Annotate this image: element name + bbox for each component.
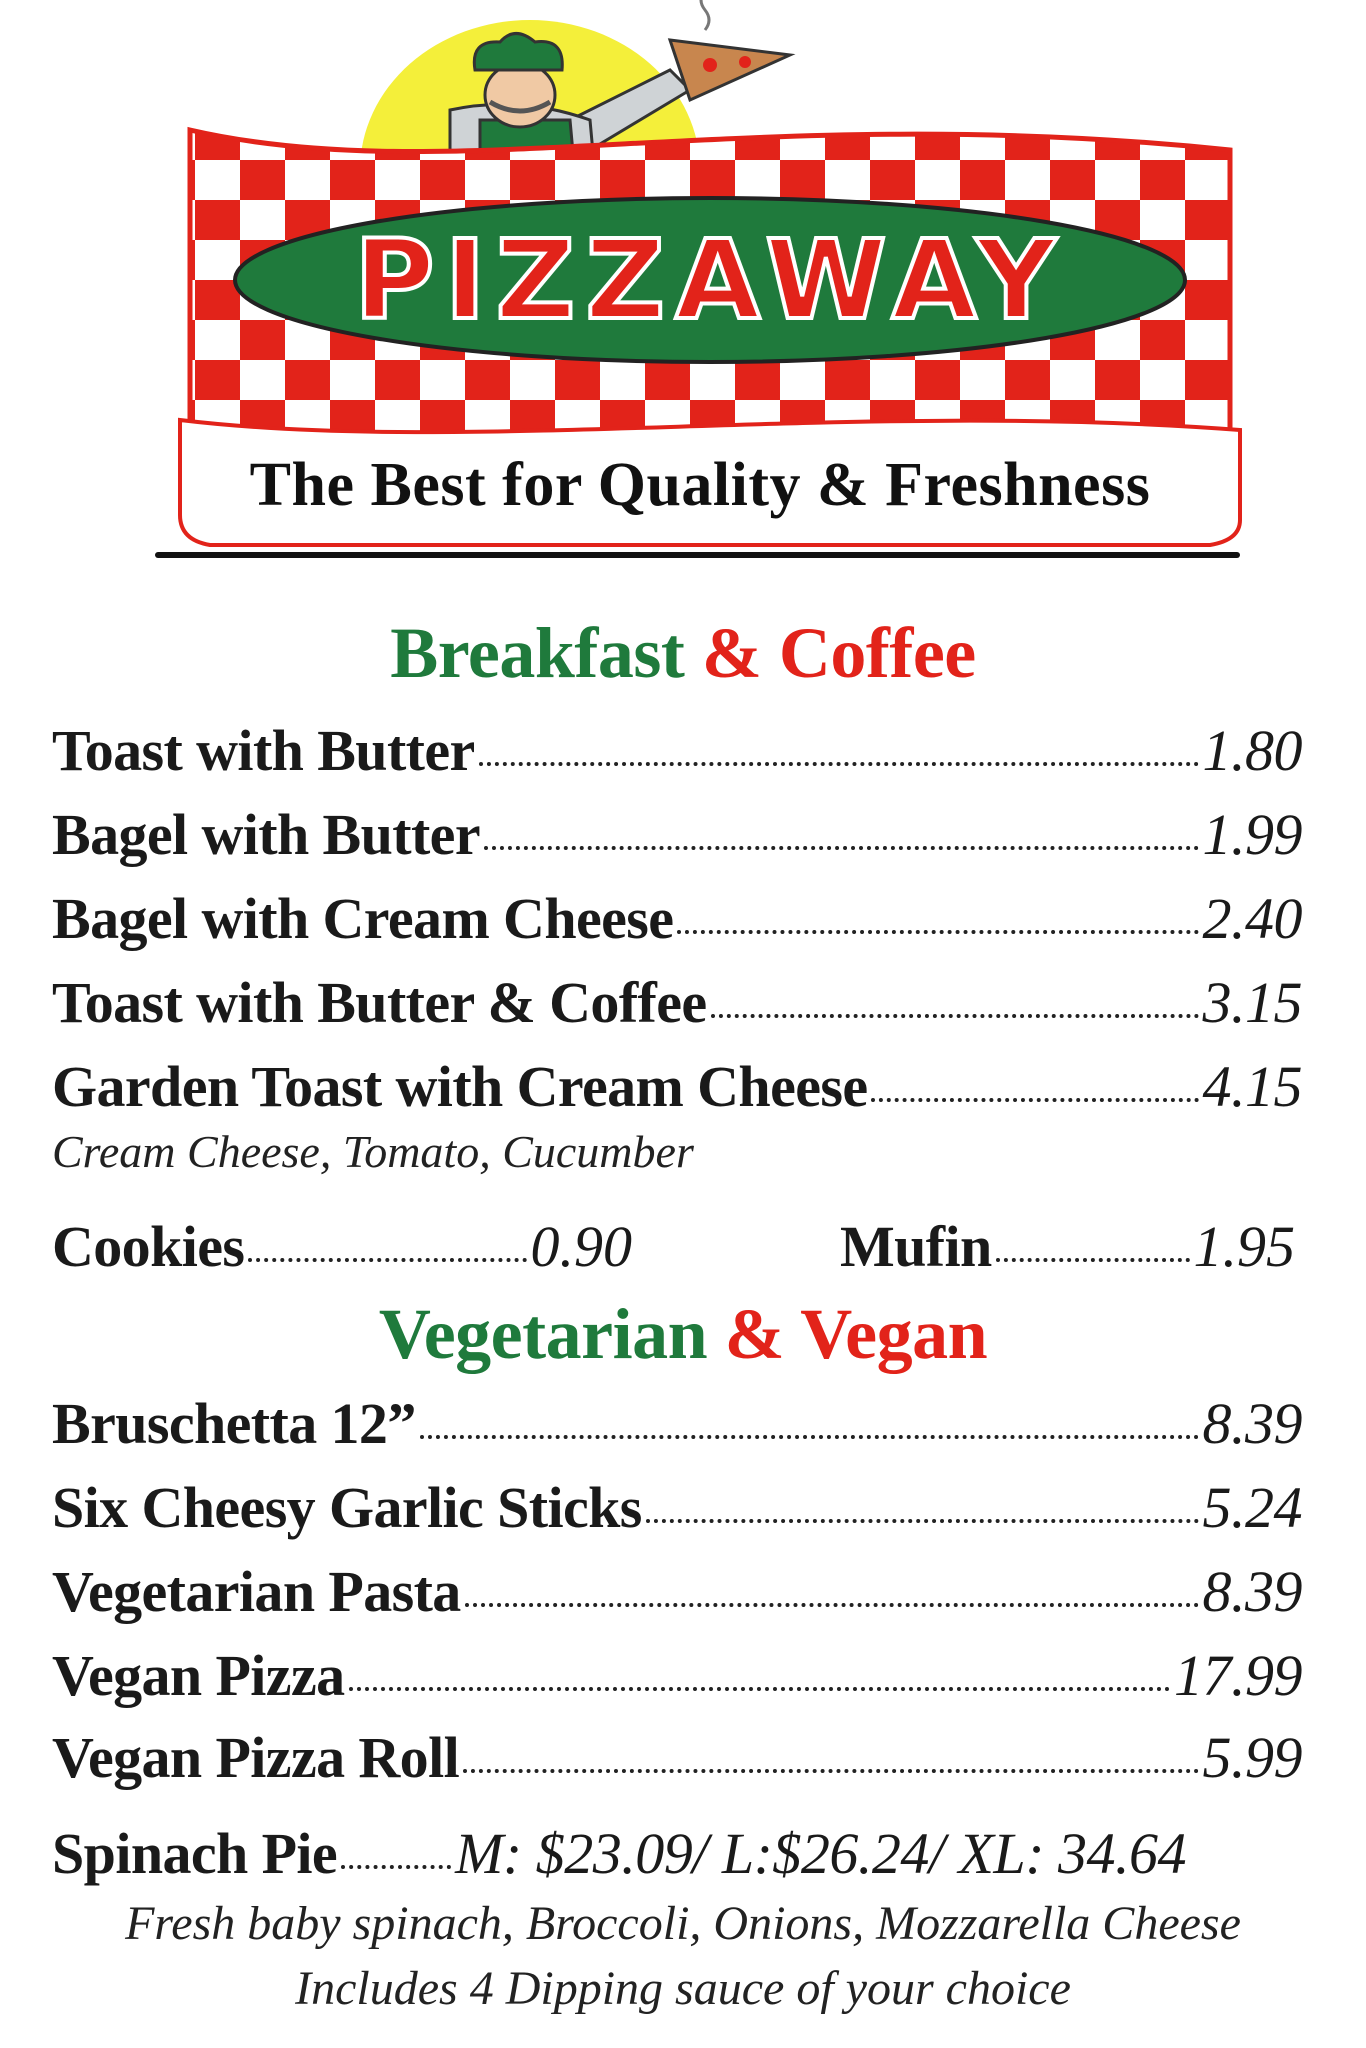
menu-item-name: Toast with Butter & Coffee <box>52 970 707 1035</box>
menu-item-name: Vegan Pizza <box>52 1643 345 1708</box>
menu-item-price: 0.90 <box>530 1214 632 1279</box>
logo-divider <box>155 552 1240 558</box>
menu-item <box>52 1475 1302 1540</box>
menu-item-name: Toast with Butter <box>52 718 475 783</box>
menu-item-name: Vegetarian Pasta <box>52 1559 461 1624</box>
dot-leader <box>871 1098 1198 1102</box>
spinach-pie-description: Fresh baby spinach, Broccoli, Onions, Mozzarella Cheese <box>125 1897 1241 1950</box>
dot-leader <box>465 1603 1199 1607</box>
menu-item-price: 8.39 <box>1202 1391 1302 1456</box>
menu-item <box>52 1725 1302 1790</box>
dot-leader <box>711 1014 1199 1018</box>
menu-item <box>52 1559 1302 1624</box>
garden-toast-description: Cream Cheese, Tomato, Cucumber <box>52 1126 694 1177</box>
menu-item <box>52 718 1302 783</box>
menu-item-name: Cookies <box>52 1214 245 1279</box>
menu-item-name: Spinach Pie <box>52 1821 338 1886</box>
brand-name: PIZZAWAY <box>354 216 1066 344</box>
menu-item <box>52 886 1302 951</box>
menu-item-price: 1.80 <box>1202 718 1302 783</box>
menu-item-price: M: $23.09/ L:$26.24/ XL: 34.64 <box>455 1821 1187 1886</box>
menu-item-price: 4.15 <box>1202 1054 1302 1119</box>
menu-item <box>52 1054 1302 1119</box>
dot-leader <box>248 1258 526 1262</box>
menu-item-price: 2.40 <box>1202 886 1302 951</box>
menu-item-spinach-pie <box>52 1821 1302 1886</box>
menu-item-price: 17.99 <box>1174 1643 1302 1708</box>
dot-leader <box>996 1258 1190 1262</box>
section-title-part-1: Vegetarian <box>378 1294 708 1374</box>
menu-item-price: 3.15 <box>1202 970 1302 1035</box>
menu-item-name: Garden Toast with Cream Cheese <box>52 1054 868 1119</box>
menu-item-name: Bagel with Butter <box>52 802 480 867</box>
menu-item-price: 8.39 <box>1202 1559 1302 1624</box>
section-title-breakfast <box>0 612 1366 695</box>
menu-item-price: 5.24 <box>1202 1475 1302 1540</box>
menu-item-name: Mufin <box>840 1214 992 1279</box>
menu-item-price: 1.99 <box>1202 802 1302 867</box>
menu-item <box>52 1643 1302 1708</box>
dot-leader <box>463 1769 1198 1773</box>
dot-leader <box>420 1435 1199 1439</box>
dot-leader <box>341 1865 451 1869</box>
menu-item-price: 1.95 <box>1193 1214 1295 1279</box>
section-title-part-1: Breakfast <box>390 613 685 693</box>
section-title-vegetarian <box>0 1293 1366 1376</box>
menu-item <box>52 802 1302 867</box>
menu-item-name: Vegan Pizza Roll <box>52 1725 460 1790</box>
dot-leader <box>484 846 1199 850</box>
menu-item-price: 5.99 <box>1202 1725 1302 1790</box>
dot-leader <box>677 930 1198 934</box>
menu-item <box>52 970 1302 1035</box>
menu-item-name: Six Cheesy Garlic Sticks <box>52 1475 642 1540</box>
tagline: The Best for Quality & Freshness <box>249 451 1151 519</box>
dot-leader <box>646 1519 1199 1523</box>
dot-leader <box>479 762 1199 766</box>
section-title-part-2: & Coffee <box>701 613 976 693</box>
menu-item-cookies <box>52 1214 632 1279</box>
menu-item-name: Bruschetta 12” <box>52 1391 416 1456</box>
menu-item-mufin <box>840 1214 1295 1279</box>
spinach-pie-note: Includes 4 Dipping sauce of your choice <box>295 1962 1071 2015</box>
menu-item-name: Bagel with Cream Cheese <box>52 886 674 951</box>
section-title-part-2: & Vegan <box>724 1294 988 1374</box>
dot-leader <box>349 1687 1171 1691</box>
menu-item <box>52 1391 1302 1456</box>
